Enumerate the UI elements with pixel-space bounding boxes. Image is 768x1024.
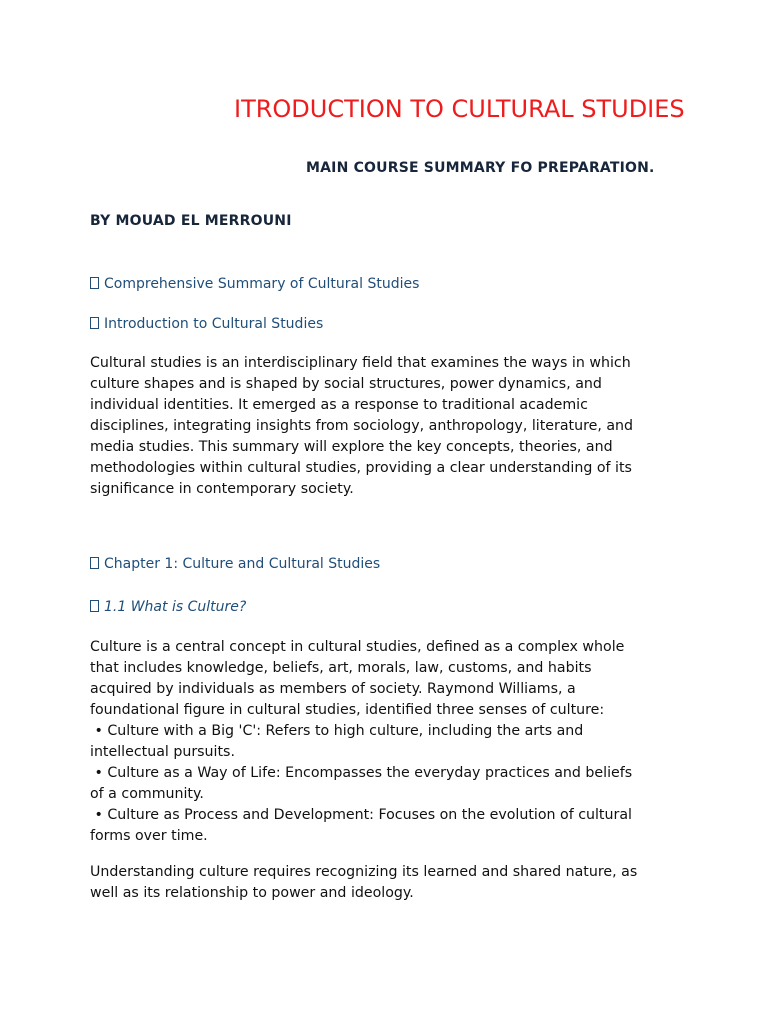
- heading-section-1-1: [90, 599, 246, 615]
- paragraph-line: culture shapes and is shaped by social structures, power dynamics, and: [90, 376, 602, 392]
- document-subtitle: MAIN COURSE SUMMARY FO PREPARATION.: [306, 160, 655, 176]
- document-title: ITRODUCTION TO CULTURAL STUDIES: [234, 95, 685, 123]
- missing-glyph-icon: [90, 277, 99, 289]
- heading-summary-text: Comprehensive Summary of Cultural Studies: [104, 276, 420, 292]
- missing-glyph-icon: [90, 557, 99, 569]
- heading-chapter-1: [90, 556, 380, 572]
- paragraph-line: individual identities. It emerged as a response to traditional academic: [90, 397, 588, 413]
- paragraph-line: Culture is a central concept in cultural studies, defined as a complex whole: [90, 639, 625, 655]
- paragraph-line: Cultural studies is an interdisciplinary field that examines the ways in which: [90, 355, 631, 371]
- paragraph-line: foundational figure in cultural studies, identified three senses of culture:: [90, 702, 605, 718]
- heading-section-1-1-text: 1.1 What is Culture?: [104, 599, 247, 615]
- paragraph-line: intellectual pursuits.: [90, 744, 235, 760]
- heading-introduction-text: Introduction to Cultural Studies: [104, 316, 324, 332]
- heading-summary: [90, 276, 419, 292]
- document-author: BY MOUAD EL MERROUNI: [90, 213, 292, 229]
- intro-paragraph: [90, 353, 690, 500]
- culture-paragraph: [90, 637, 690, 847]
- paragraph-line: disciplines, integrating insights from sociology, anthropology, literature, and: [90, 418, 634, 434]
- paragraph-line: that includes knowledge, beliefs, art, morals, law, customs, and habits: [90, 660, 592, 676]
- paragraph-line: significance in contemporary society.: [90, 481, 354, 497]
- bullet-line: • Culture as a Way of Life: Encompasses the everyday practices and beliefs: [90, 765, 633, 781]
- paragraph-line: acquired by individuals as members of society. Raymond Williams, a: [90, 681, 576, 697]
- heading-introduction: [90, 316, 323, 332]
- paragraph-line: Understanding culture requires recognizing its learned and shared nature, as: [90, 864, 638, 880]
- paragraph-line: well as its relationship to power and ideology.: [90, 885, 414, 901]
- paragraph-line: methodologies within cultural studies, providing a clear understanding of its: [90, 460, 632, 476]
- paragraph-line: forms over time.: [90, 828, 208, 844]
- closing-paragraph: [90, 862, 690, 904]
- missing-glyph-icon: [90, 317, 99, 329]
- bullet-line: • Culture as Process and Development: Focuses on the evolution of cultural: [90, 807, 632, 823]
- paragraph-line: of a community.: [90, 786, 204, 802]
- bullet-line: • Culture with a Big 'C': Refers to high culture, including the arts and: [90, 723, 584, 739]
- missing-glyph-icon: [90, 600, 99, 612]
- heading-chapter-1-text: Chapter 1: Culture and Cultural Studies: [104, 556, 381, 572]
- paragraph-line: media studies. This summary will explore the key concepts, theories, and: [90, 439, 613, 455]
